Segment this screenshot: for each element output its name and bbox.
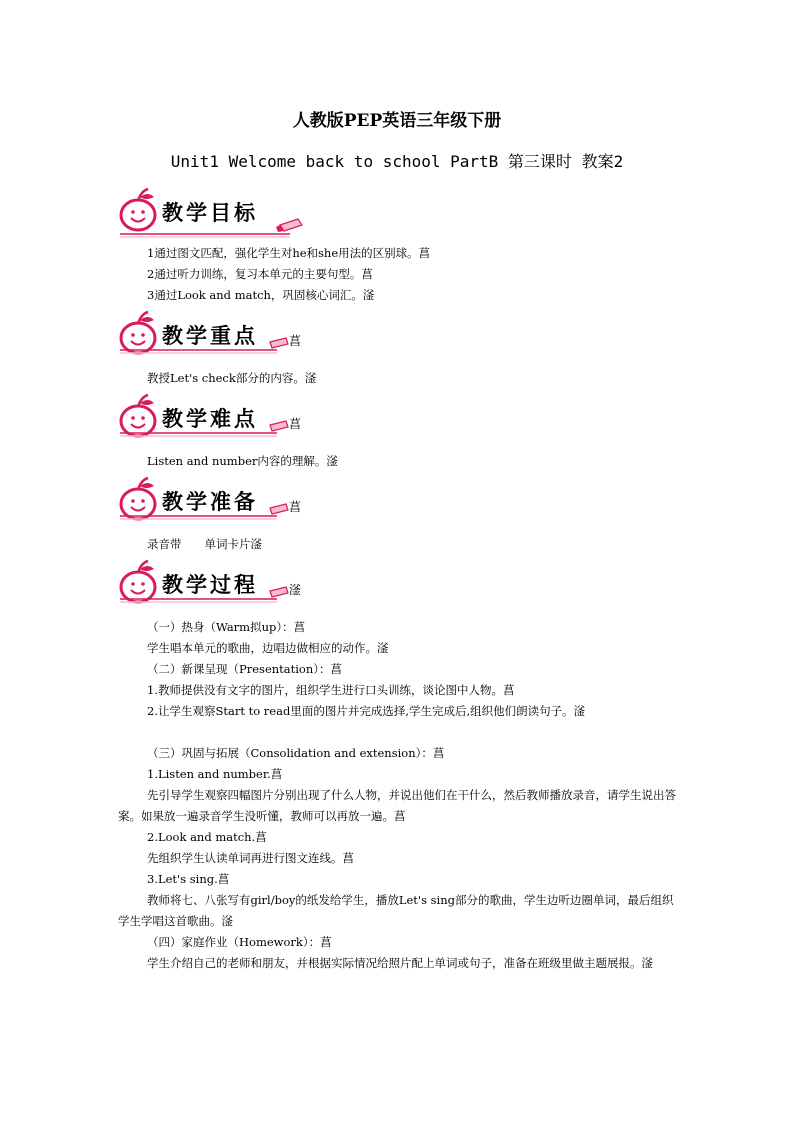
section-heading-text: 教学重点 xyxy=(162,324,258,348)
heading-tail-mark: 菖 xyxy=(289,417,302,431)
process-line: 先组织学生认读单词再进行图文连线。菖 xyxy=(147,851,354,865)
section-heading-difficulties xyxy=(112,391,312,447)
process-line: 3.Let's sing.菖 xyxy=(147,872,230,886)
process-line: （三）巩固与拓展（Consolidation and extension）：菖 xyxy=(147,746,445,760)
goal-item: 1通过图文匹配，强化学生对he和she用法的区别球。菖 xyxy=(147,246,431,260)
section-heading-key-points xyxy=(112,308,312,364)
process-paragraph: 2.让学生观察Start to read里面的图片并完成选择,学生完成后,组织他们朗读句子。滏 xyxy=(147,704,586,718)
process-line: （一）热身（Warm拟up）：菖 xyxy=(147,620,306,634)
process-line: 1.Listen and number.菖 xyxy=(147,767,283,781)
section-heading-text: 教学过程 xyxy=(162,573,258,597)
heading-tail-mark: 菖 xyxy=(289,500,302,514)
heading-tail-mark: 菖 xyxy=(289,334,302,348)
document-subtitle: Unit1 Welcome back to school PartB 第三课时 教案2 xyxy=(170,152,624,171)
document-title: 人教版PEP英语三年级下册 xyxy=(292,111,502,131)
process-line: 2.Look and match.菖 xyxy=(147,830,267,844)
process-line: （四）家庭作业（Homework）：菖 xyxy=(147,935,332,949)
process-paragraph: 教师将七、八张写有girl/boy的纸发给学生，播放Let's sing部分的歌曲，学生边听边圈单词，最后组织学生学唱这首歌曲。滏 xyxy=(118,893,674,928)
section-heading-text: 教学目标 xyxy=(162,201,258,225)
preparation-text: 录音带 单词卡片滏 xyxy=(147,537,262,551)
section-heading-text: 教学准备 xyxy=(162,490,258,514)
section-heading-text: 教学难点 xyxy=(162,407,258,431)
difficulties-text: Listen and number内容的理解。滏 xyxy=(147,454,338,468)
process-paragraph: 学生介绍自己的老师和朋友，并根据实际情况给照片配上单词或句子，准备在班级里做主题展报。滏 xyxy=(147,956,653,970)
process-line: （二）新课呈现（Presentation）：菖 xyxy=(147,662,343,676)
process-paragraph: 先引导学生观察四幅图片分别出现了什么人物，并说出他们在干什么，然后教师播放录音，请学生说出答案。如果放一遍录音学生没听懂，教师可以再放一遍。菖 xyxy=(118,788,676,823)
heading-tail-mark: 滏 xyxy=(289,583,302,597)
process-line: 学生唱本单元的歌曲，边唱边做相应的动作。滏 xyxy=(147,641,389,655)
section-heading-preparation xyxy=(112,474,312,530)
goal-item: 2通过听力训练，复习本单元的主要句型。菖 xyxy=(147,267,373,281)
process-line: 1.教师提供没有文字的图片，组织学生进行口头训练，谈论图中人物。菖 xyxy=(147,683,515,697)
section-heading-goals xyxy=(112,185,312,241)
goal-item: 3通过Look and match，巩固核心词汇。滏 xyxy=(147,288,375,302)
key-points-text: 教授Let's check部分的内容。滏 xyxy=(147,371,317,385)
section-heading-process xyxy=(112,557,312,613)
